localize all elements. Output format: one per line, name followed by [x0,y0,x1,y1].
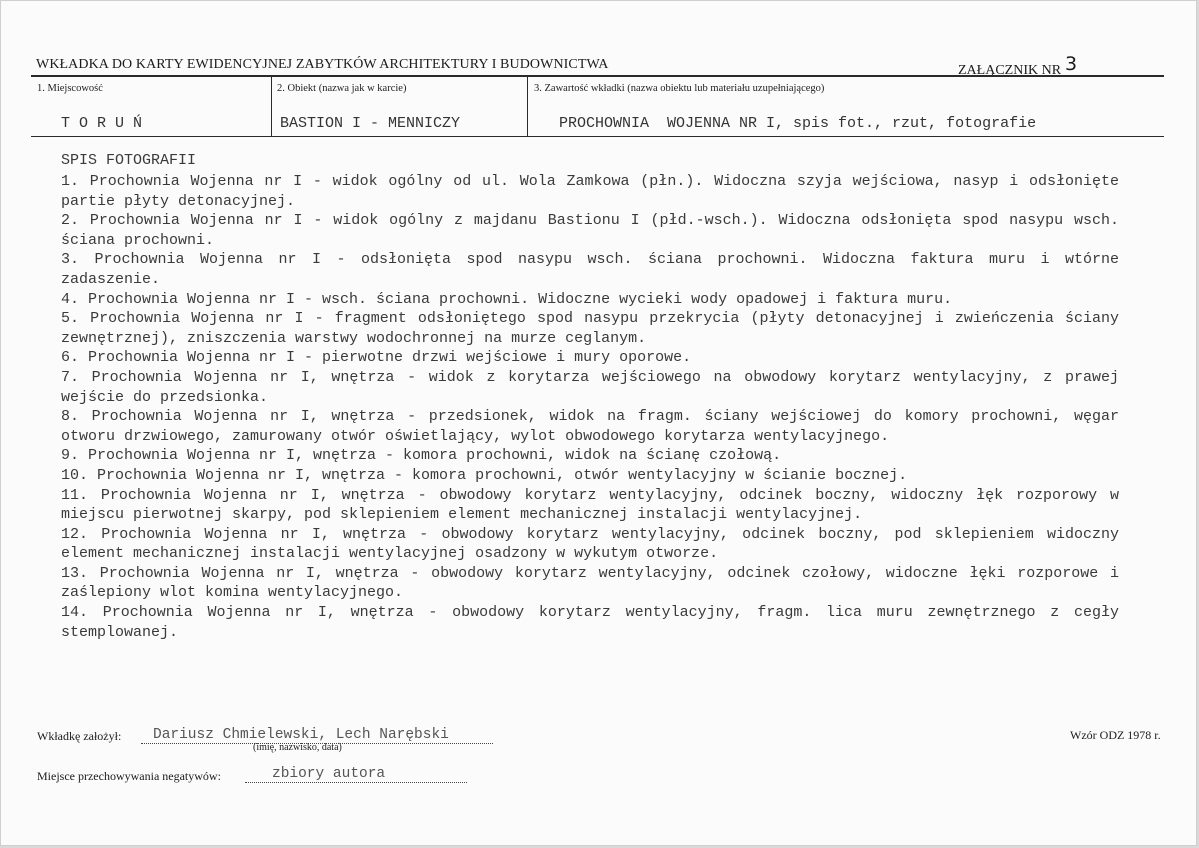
photo-list-item: 12. Prochownia Wojenna nr I, wnętrza - obwodowy korytarz wentylacyjny, odcinek boczny, pod sklepieniem widoczny element mechanicznej instalacji wentylacyjnej osadzony w wykutym otworze. [61,525,1119,563]
author-hint: (imię, nazwisko, data) [253,742,342,753]
photo-list-title: SPIS FOTOGRAFII [61,152,197,169]
photo-list-item: 3. Prochownia Wojenna nr I - odsłonięta spod nasypu wsch. ściana prochowni. Widoczna faktura muru i wtórne zadaszenie. [61,251,1119,288]
annex-label: ZAŁĄCZNIK NR [958,63,1062,78]
annex-number: 3 [1065,53,1078,75]
photo-list-item: 13. Prochownia Wojenna nr I, wnętrza - obwodowy korytarz wentylacyjny, odcinek czołowy, widoczne łęki rozporowe i zaślepiony wlot komina wentylacyjnego. [61,564,1119,602]
insert-content-value: PROCHOWNIA WOJENNA NR I, spis fot., rzut, fotografie [559,115,1037,132]
author-label: Wkładkę założył: [37,729,122,743]
author-value: Dariusz Chmielewski, Lech Narębski [153,727,449,743]
photo-list-item: 14. Prochownia Wojenna nr I, wnętrza - obwodowy korytarz wentylacyjny, fragm. lica muru zewnętrznego z cegły stemplowanej. [61,604,1119,641]
locality-label: 1. Miejscowość [37,83,103,94]
insert-content-label: 3. Zawartość wkładki (nazwa obiektu lub materiału uzupełniającego) [534,83,825,94]
photo-list-item: 10. Prochownia Wojenna nr I, wnętrza - komora prochowni, otwór wentylacyjny w ścianie bocznej. [61,466,908,484]
form-title: WKŁADKA DO KARTY EWIDENCYJNEJ ZABYTKÓW ARCHITEKTURY I BUDOWNICTWA [36,57,609,72]
columns-bottom-rule [31,136,1164,137]
photo-list-item: 8. Prochownia Wojenna nr I, wnętrza - przedsionek, widok na fragm. ściany wejściowej do komory prochowni, węgar otworu drzwiowego, zamurowany otwór oświetlający, wylot obwodowego korytarza wentylacyjnego. [61,408,1119,445]
photo-list-item: 9. Prochownia Wojenna nr I, wnętrza - komora prochowni, widok na ścianę czołową. [61,447,782,465]
photo-list-item: 11. Prochownia Wojenna nr I, wnętrza - obwodowy korytarz wentylacyjny, odcinek boczny, widoczny łęk rozporowy w miejscu pierwotnej skarpy, pod sklepieniem element mechanicznej instalacji wentylacyjnej. [61,486,1119,524]
storage-label: Miejsce przechowywania negatywów: [37,769,221,783]
header-rule [31,75,1164,77]
object-value: BASTION I - MENNICZY [280,115,461,132]
column-divider-2 [527,77,528,136]
photo-list-item: 1. Prochownia Wojenna nr I - widok ogólny od ul. Wola Zamkowa (płn.). Widoczna szyja wejściowa, nasyp i odsłonięte partie płyty detonacyjnej. [61,173,1119,210]
storage-dotted-line [245,782,467,783]
photo-list-item: 6. Prochownia Wojenna nr I - pierwotne drzwi wejściowe i mury oporowe. [61,349,692,367]
object-label: 2. Obiekt (nazwa jak w karcie) [277,83,407,94]
photo-list-item: 4. Prochownia Wojenna nr I - wsch. ściana prochowni. Widoczne wycieki wody opadowej i faktura muru. [61,290,953,308]
photo-list-item: 5. Prochownia Wojenna nr I - fragment odsłoniętego spod nasypu przekrycia (płyty detonacyjnej i zwieńczenia ściany zewnętrznej), zniszczenia warstwy wodochronnej na murze ceglanym. [61,310,1119,347]
photo-list-item: 7. Prochownia Wojenna nr I, wnętrza - widok z korytarza wejściowego na obwodowy korytarz wentylacyjny, z prawej wejście do przedsionka. [61,368,1119,406]
photo-list-item: 2. Prochownia Wojenna nr I - widok ogólny z majdanu Bastionu I (płd.-wsch.). Widoczna odsłonięta spod nasypu wsch. ściana prochowni. [61,212,1119,249]
locality-value: T O R U Ń [61,115,143,132]
column-divider-1 [271,77,272,136]
form-model-label: Wzór ODZ 1978 r. [1070,728,1161,742]
storage-value: zbiory autora [272,766,386,782]
photo-list [61,172,1119,642]
